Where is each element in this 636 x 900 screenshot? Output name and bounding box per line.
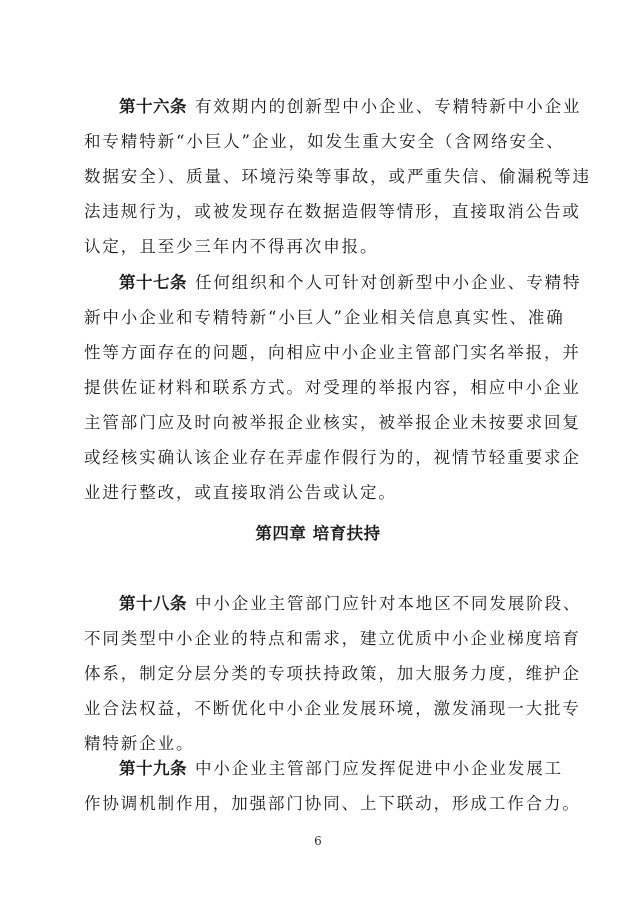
article-18-line-4: 业合法权益，不断优化中小企业发展环境，激发涌现一大批专 (84, 699, 581, 718)
article-18-line-2: 不同类型中小企业的特点和需求，建立优质中小企业梯度培育 (84, 629, 581, 648)
article-19-line-2: 作协调机制作用，加强部门协同、上下联动，形成工作合力。 (84, 794, 581, 813)
article-number: 第十七条 (119, 273, 187, 292)
article-17-line-6: 或经核实确认该企业存在弄虚作假行为的，视情节轻重要求企 (84, 448, 581, 467)
article-17-line-7: 业进行整改，或直接取消公告或认定。 (84, 483, 397, 502)
article-17-line-4: 提供佐证材料和联系方式。对受理的举报内容，相应中小企业 (84, 378, 581, 397)
article-16-line-4: 法违规行为，或被发现存在数据造假等情形，直接取消公告或 (84, 202, 581, 221)
article-17-line-3: 性等方面存在的问题，向相应中小企业主管部门实名举报，并 (84, 343, 581, 362)
article-17-line-2: 新中小企业和专精特新“小巨人”企业相关信息真实性、准确 (84, 308, 565, 327)
article-16-line-3: 数据安全）、质量、环境污染等事故，或严重失信、偷漏税等违 (84, 167, 591, 186)
chapter-heading: 第四章 培育扶持 (255, 524, 381, 543)
article-19-line-1: 第十九条 中小企业主管部门应发挥促进中小企业发展工 (119, 759, 563, 778)
article-18-line-1: 第十八条 中小企业主管部门应针对本地区不同发展阶段、 (119, 594, 582, 613)
page-number: 6 (314, 834, 322, 848)
article-17-line-1: 第十七条 任何组织和个人可针对创新型中小企业、专精特 (119, 273, 582, 292)
article-16-line-2: 和专精特新“小巨人”企业，如发生重大安全（含网络安全、 (84, 132, 565, 151)
article-18-line-5: 精特新企业。 (84, 734, 195, 753)
article-number: 第十九条 (119, 759, 187, 778)
article-17-line-5: 主管部门应及时向被举报企业核实，被举报企业未按要求回复 (84, 413, 581, 432)
article-16-line-5: 认定，且至少三年内不得再次申报。 (84, 237, 379, 256)
article-number: 第十六条 (119, 97, 187, 116)
article-18-line-3: 体系，制定分层分类的专项扶持政策，加大服务力度，维护企 (84, 664, 581, 683)
article-16-line-1: 第十六条 有效期内的创新型中小企业、专精特新中小企业 (119, 97, 582, 116)
article-number: 第十八条 (119, 594, 187, 613)
